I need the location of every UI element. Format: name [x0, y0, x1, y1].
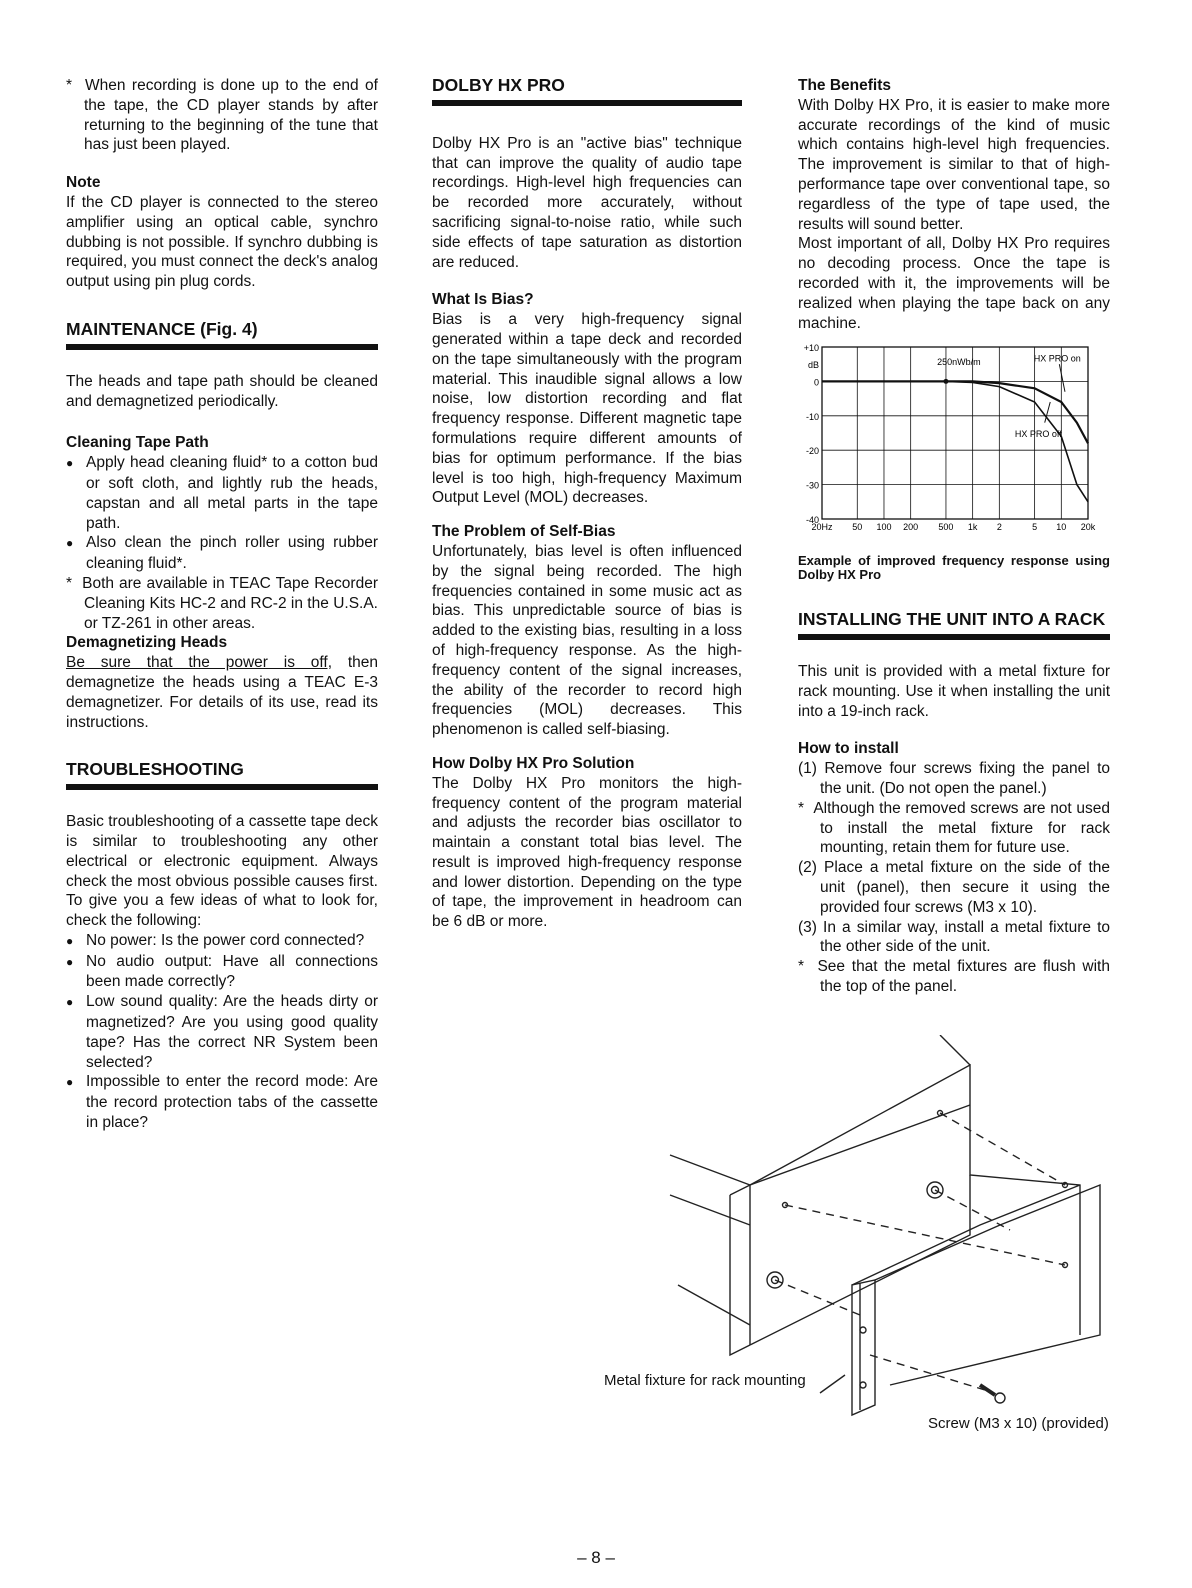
demag-rest: then demagnetize the heads using a TEAC E-3 demagnetizer. For details of its use, read its instructions. [66, 654, 378, 731]
series-label-hx-pro-off: HX PRO off [1014, 429, 1062, 440]
y-tick-label: -20 [805, 446, 819, 457]
deck-top-edge [670, 1065, 970, 1185]
trouble-item: ● Impossible to enter the record mode: Are the record protection tabs of the cassette in place? [66, 1072, 378, 1132]
screw [980, 1385, 995, 1395]
trouble-item: ● Low sound quality: Are the heads dirty or magnetized? Are you using good quality tape? Has the correct NR System been selected? [66, 992, 378, 1072]
chart-series [822, 379, 1088, 502]
benefits-text-2: Most important of all, Dolby HX Pro requires no decoding process. Once the tape is recorded with it, the improvements will be realized when playing the tape back on any machine. [798, 235, 1110, 332]
chart-annotation: 250nWb/m [937, 357, 981, 368]
self-bias-text: Unfortunately, bias level is often influenced by the signal being recorded. The high frequencies contained in some music act as bias. This unpredictable source of bias is added to the existing bias, resulting in a loss of high-frequency response. As the high-frequency content of the signal increases, the ability of the recorder to record high frequencies (MOL) decreases. This phenomenon is called self-biasing. [432, 542, 742, 739]
y-axis-unit: dB [807, 360, 819, 371]
x-tick-label: 10 [1056, 522, 1067, 533]
column-2 [432, 76, 742, 932]
y-tick-label: -10 [805, 412, 819, 423]
metal-fixture [852, 1280, 875, 1415]
cleaning-item: ● Apply head cleaning fluid* to a cotton bud or soft cloth, and lightly rub the heads, capstan and all metal parts in the tape path. [66, 453, 378, 533]
troubleshooting-heading: TROUBLESHOOTING [66, 759, 244, 780]
note-text: If the CD player is connected to the stereo amplifier using an optical cable, synchro dubbing is not possible. If synchro dubbing is required, you must connect the deck's analog output using pin plug cords. [66, 193, 378, 291]
cleaning-note: * Both are available in TEAC Tape Recorder Cleaning Kits HC-2 and RC-2 in the U.S.A. or TZ-261 in other areas. [66, 574, 378, 632]
install-note: * See that the metal fixtures are flush with the top of the panel. [798, 958, 1110, 995]
rack-text: This unit is provided with a metal fixture for rack mounting. Use it when installing the unit into a 19-inch rack. [798, 662, 1110, 720]
column-1 [66, 76, 378, 1133]
dolby-heading: DOLBY HX PRO [432, 75, 565, 95]
series-line-hx-pro-off [822, 382, 1088, 502]
side-panel [970, 1105, 1080, 1335]
x-tick-label: 200 [903, 522, 919, 533]
series-label-hx-pro-on: HX PRO on [1033, 353, 1081, 364]
bias-heading: What Is Bias? [432, 291, 534, 309]
cd-note: * When recording is done up to the end of the tape, the CD player stands by after returning to the beginning of the tune that has just been played. [66, 77, 378, 154]
maintenance-heading: MAINTENANCE (Fig. 4) [66, 318, 258, 339]
x-tick-label: 20Hz [811, 522, 833, 533]
cd-note-text: When recording is done up to the end of the tape, the CD player stands by after returning to the beginning of the tune that has just been played. [84, 77, 378, 154]
troubleshooting-text: Basic troubleshooting of a cassette tape deck is similar to troubleshooting any other electrical or electronic equipment. Always check the most obvious possible causes first. To give you a few ideas of what to look for, check the following: [66, 813, 378, 930]
reference-point [943, 379, 948, 384]
install-step: (3) In a similar way, install a metal fixture to the other side of the unit. [798, 918, 1111, 956]
rack-mount-figure [590, 1035, 1150, 1445]
page-number: – 8 – [577, 1548, 615, 1567]
chart-labels [937, 354, 1081, 440]
column-3 [798, 76, 1110, 997]
trouble-item: ● No audio output: Have all connections been made correctly? [66, 952, 378, 993]
solution-heading: How Dolby HX Pro Solution [432, 754, 635, 772]
chart-caption: Example of improved frequency response using Dolby HX Pro [798, 553, 1110, 583]
y-tick-label: -30 [805, 480, 819, 491]
frequency-response-chart [798, 343, 1098, 548]
x-tick-label: 5 [1032, 522, 1038, 533]
leader-line-on [1059, 365, 1065, 393]
y-tick-label: +10 [803, 343, 819, 354]
solution-text: The Dolby HX Pro monitors the high-frequency content of the program material and adjusts the recorder bias oscillator to maintain a constant total bias level. The result is improved high-frequency response and lower distortion. Depending on the type of tape, the improvement in headroom can be 6 dB or more. [432, 774, 742, 931]
screw-label: Screw (M3 x 10) (provided) [928, 1415, 1109, 1432]
x-tick-label: 20k [1080, 522, 1096, 533]
rack-heading: INSTALLING THE UNIT INTO A RACK [798, 609, 1106, 630]
self-bias-heading: The Problem of Self-Bias [432, 523, 616, 541]
x-tick-label: 50 [852, 522, 863, 533]
cleaning-item: ● Also clean the pinch roller using rubber cleaning fluid*. [66, 533, 378, 574]
y-tick-label: -40 [805, 515, 819, 526]
demag-heading: Demagnetizing Heads [66, 634, 228, 652]
trouble-item: ● No power: Is the power cord connected? [66, 931, 378, 952]
install-step: (2) Place a metal fixture on the side of the unit (panel), then secure it using the provided four screws (M3 x 10). [798, 859, 1110, 916]
how-to-install-heading: How to install [798, 740, 899, 758]
cleaning-heading: Cleaning Tape Path [66, 434, 209, 452]
dolby-intro: Dolby HX Pro is an "active bias" technique that can improve the quality of audio tape recordings. High-level high frequencies can be recorded more accurately, without sacrificing signal-to-noise ratio, while such side effects of tape saturation as distortion are reduced. [432, 134, 742, 271]
chart-y-ticks [804, 343, 819, 525]
demag-text [66, 653, 378, 732]
install-step: (1) Remove four screws fixing the panel to the unit. (Do not open the panel.) [798, 760, 1110, 797]
x-tick-label: 1k [967, 522, 978, 533]
benefits-text-1: With Dolby HX Pro, it is easier to make more accurate recordings of the kind of music which contains high-level high frequencies. The improvement is similar to that of high-performance tape over conventional tape, so regardless of the type of tape used, the results will sound better. [798, 96, 1110, 233]
fixture-label: Metal fixture for rack mounting [604, 1372, 806, 1389]
y-tick-label: 0 [813, 377, 819, 388]
cleaning-note-text: Both are available in TEAC Tape Recorder Cleaning Kits HC-2 and RC-2 in the U.S.A. or TZ-261 in other areas. [82, 574, 378, 632]
chart-x-ticks [811, 522, 1095, 532]
demag-warning: Be sure that the power is off, [66, 654, 333, 672]
install-steps [798, 759, 1110, 997]
benefits-heading: The Benefits [798, 77, 892, 94]
note-heading: Note [66, 174, 101, 192]
maintenance-text: The heads and tape path should be cleaned and demagnetized periodically. [66, 372, 378, 410]
x-tick-label: 500 [938, 522, 954, 533]
x-tick-label: 2 [996, 522, 1002, 533]
x-tick-label: 100 [876, 522, 892, 533]
install-note: * Although the removed screws are not used to install the metal fixture for rack mounting, retain them for future use. [798, 799, 1110, 857]
bias-text: Bias is a very high-frequency signal generated within a tape deck and recorded on the tape simultaneously with the program material. This inaudible signal allows a low noise, low distortion recording and flat frequency response. Different magnetic tape formulations require different amounts of bias for optimum performance. If the bias level is too high, high-frequency Maximum Output Level (MOL) decreases. [432, 311, 742, 507]
